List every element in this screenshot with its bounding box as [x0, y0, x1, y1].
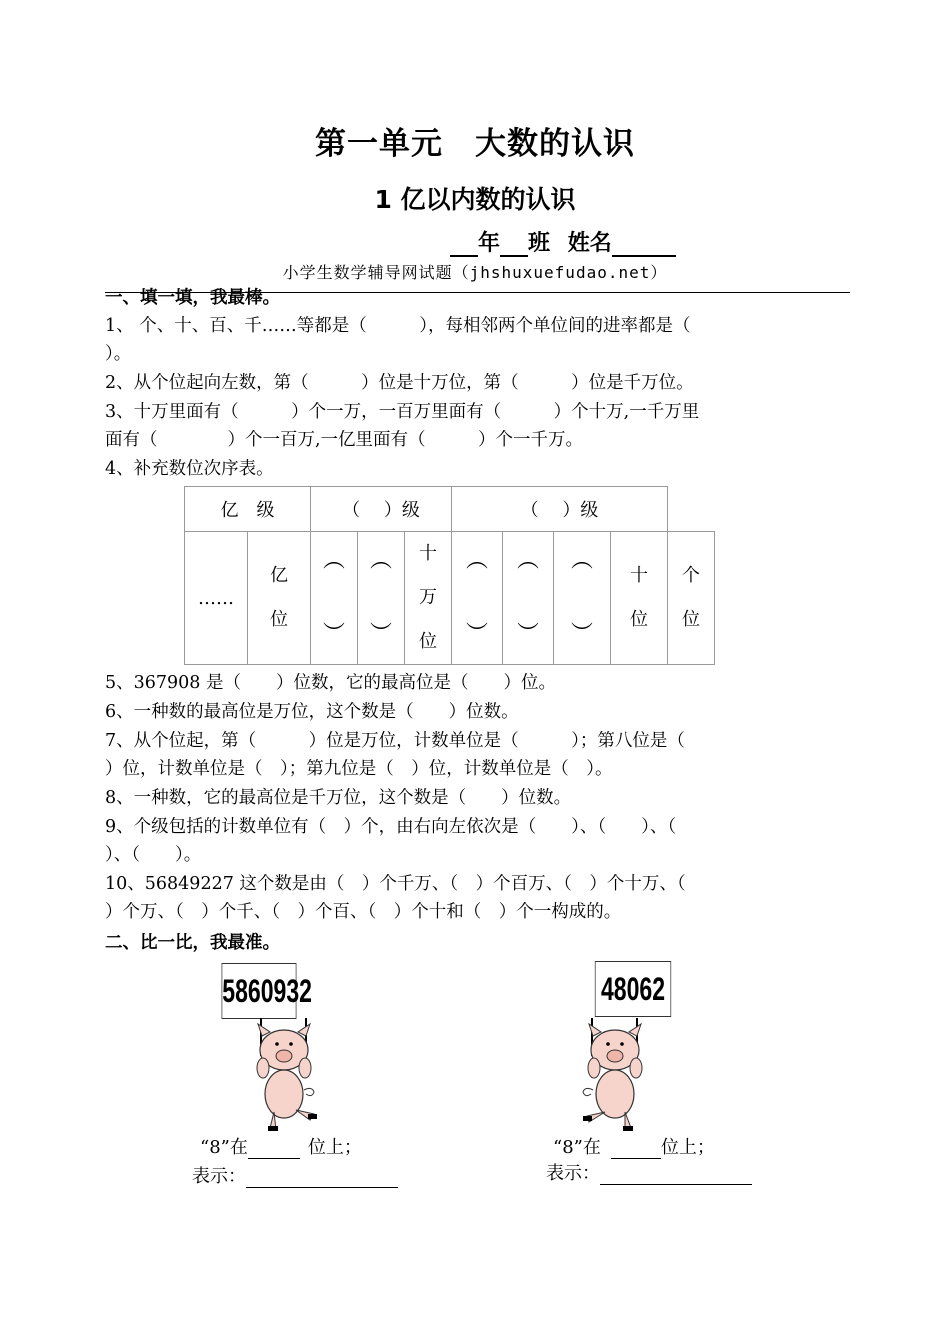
question-3a: 3、十万里面有（ ）个一万，一百万里面有（ ）个十万,一千万里: [105, 402, 700, 422]
section1-heading: 一、填一填，我最棒。: [105, 288, 280, 308]
question-2: 2、从个位起向左数，第（ ）位是十万位，第（ ）位是千万位。: [105, 373, 694, 393]
question-10b: ）个万、（ ）个千、（ ）个百、（ ）个十和（ ）个一构成的。: [105, 902, 622, 922]
open-bracket: ︵: [322, 548, 345, 573]
question-1b: ）。: [105, 344, 132, 364]
open-bracket: ︵: [369, 548, 392, 573]
blank-cell-baiwan[interactable]: [358, 532, 405, 665]
biaoshi-label: 表示：: [192, 1166, 246, 1187]
yi-ji-header: 亿 级: [185, 487, 311, 532]
number-sign-left: 5860932: [222, 963, 297, 1019]
close-bracket: ︶: [322, 622, 345, 647]
class-blank[interactable]: [500, 235, 528, 257]
biaoshi-label: 表示：: [546, 1163, 600, 1184]
question-6: 6、一种数的最高位是万位，这个数是（ ）位数。: [105, 702, 519, 722]
question-9b: ）、（ ）。: [105, 845, 202, 865]
weishang-label: 位上；: [660, 1137, 715, 1158]
left-position-blank[interactable]: [248, 1140, 300, 1159]
source-line: 小学生数学辅导网试题（jhshuxuefudao.net）: [282, 263, 668, 282]
zai-label: “8”在: [553, 1137, 601, 1158]
weishang-label: 位上；: [307, 1137, 362, 1158]
right-position-blank[interactable]: [611, 1140, 661, 1159]
question-1a: 1、 个、十、百、千……等都是（ ），每相邻两个单位间的进率都是（: [105, 316, 691, 336]
number-sign-right: 48062: [595, 961, 671, 1017]
left-answer-line2: [192, 1162, 398, 1188]
close-bracket: ︶: [516, 622, 539, 647]
question-9a: 9、个级包括的计数单位有（ ）个，由右向左依次是（ ）、（ ）、（: [105, 817, 677, 837]
right-answer-line2: [546, 1159, 752, 1185]
section2-heading: 二、比一比，我最准。: [105, 933, 280, 953]
blank-cell-bai[interactable]: [554, 532, 611, 665]
pig-illustration-right: [575, 1016, 655, 1134]
question-4: 4、补充数位次序表。: [105, 459, 274, 479]
shi-char: 十: [630, 565, 648, 586]
unit-title: 第一单元 大数的认识: [315, 126, 635, 162]
blank-cell-wan[interactable]: [452, 532, 503, 665]
wan-ji-header[interactable]: （ ）级: [311, 487, 452, 532]
question-10a: 10、56849227 这个数是由（ ）个千万、（ ）个百万、（ ）个十万、（: [105, 874, 686, 894]
yi-char: 亿: [270, 565, 288, 586]
ge-wei-cell: [668, 532, 715, 665]
open-bracket: ︵: [570, 548, 593, 573]
shi-wei-cell: [611, 532, 668, 665]
zai-label: “8”在: [200, 1137, 248, 1158]
close-bracket: ︶: [369, 622, 392, 647]
blank-cell-qianwan[interactable]: [311, 532, 358, 665]
close-bracket: ︶: [465, 622, 488, 647]
lesson-title: 1 亿以内数的认识: [374, 185, 576, 214]
class-name-line: [450, 226, 676, 257]
shi-char: 十: [419, 543, 437, 564]
question-7a: 7、从个位起，第（ ）位是万位，计数单位是（ ）；第八位是（: [105, 731, 685, 751]
ge-char: 个: [682, 565, 700, 586]
ge-ji-header[interactable]: （ ）级: [452, 487, 668, 532]
name-blank[interactable]: [612, 235, 676, 257]
dots-cell: ……: [185, 532, 248, 665]
blank-cell-qian[interactable]: [503, 532, 554, 665]
left-answer-line1: [200, 1133, 362, 1159]
nian-label: 年: [478, 231, 501, 256]
open-bracket: ︵: [465, 548, 488, 573]
wei-char: 位: [270, 609, 288, 630]
right-answer-line1: [553, 1133, 715, 1159]
right-meaning-blank[interactable]: [600, 1166, 752, 1185]
left-meaning-blank[interactable]: [246, 1169, 398, 1188]
wei-char: 位: [682, 609, 700, 630]
yi-wei-cell: [248, 532, 311, 665]
ban-label: 班: [528, 231, 551, 256]
question-3b: 面有（ ）个一百万,一亿里面有（ ）个一千万。: [105, 430, 584, 450]
grade-blank[interactable]: [450, 235, 478, 257]
wan-char: 万: [419, 587, 437, 608]
close-bracket: ︶: [570, 622, 593, 647]
wei-char: 位: [419, 631, 437, 652]
open-bracket: ︵: [516, 548, 539, 573]
question-7b: ）位，计数单位是（ ）；第九位是（ ）位，计数单位是（ ）。: [105, 759, 613, 779]
pig-illustration-left: [244, 1016, 324, 1134]
shiwan-wei-cell: [405, 532, 452, 665]
place-value-table: [184, 486, 715, 665]
wei-char: 位: [630, 609, 648, 630]
question-5: 5、367908 是（ ）位数，它的最高位是（ ）位。: [105, 673, 556, 693]
name-label: 姓名: [567, 231, 612, 256]
question-8: 8、一种数，它的最高位是千万位，这个数是（ ）位数。: [105, 788, 572, 808]
